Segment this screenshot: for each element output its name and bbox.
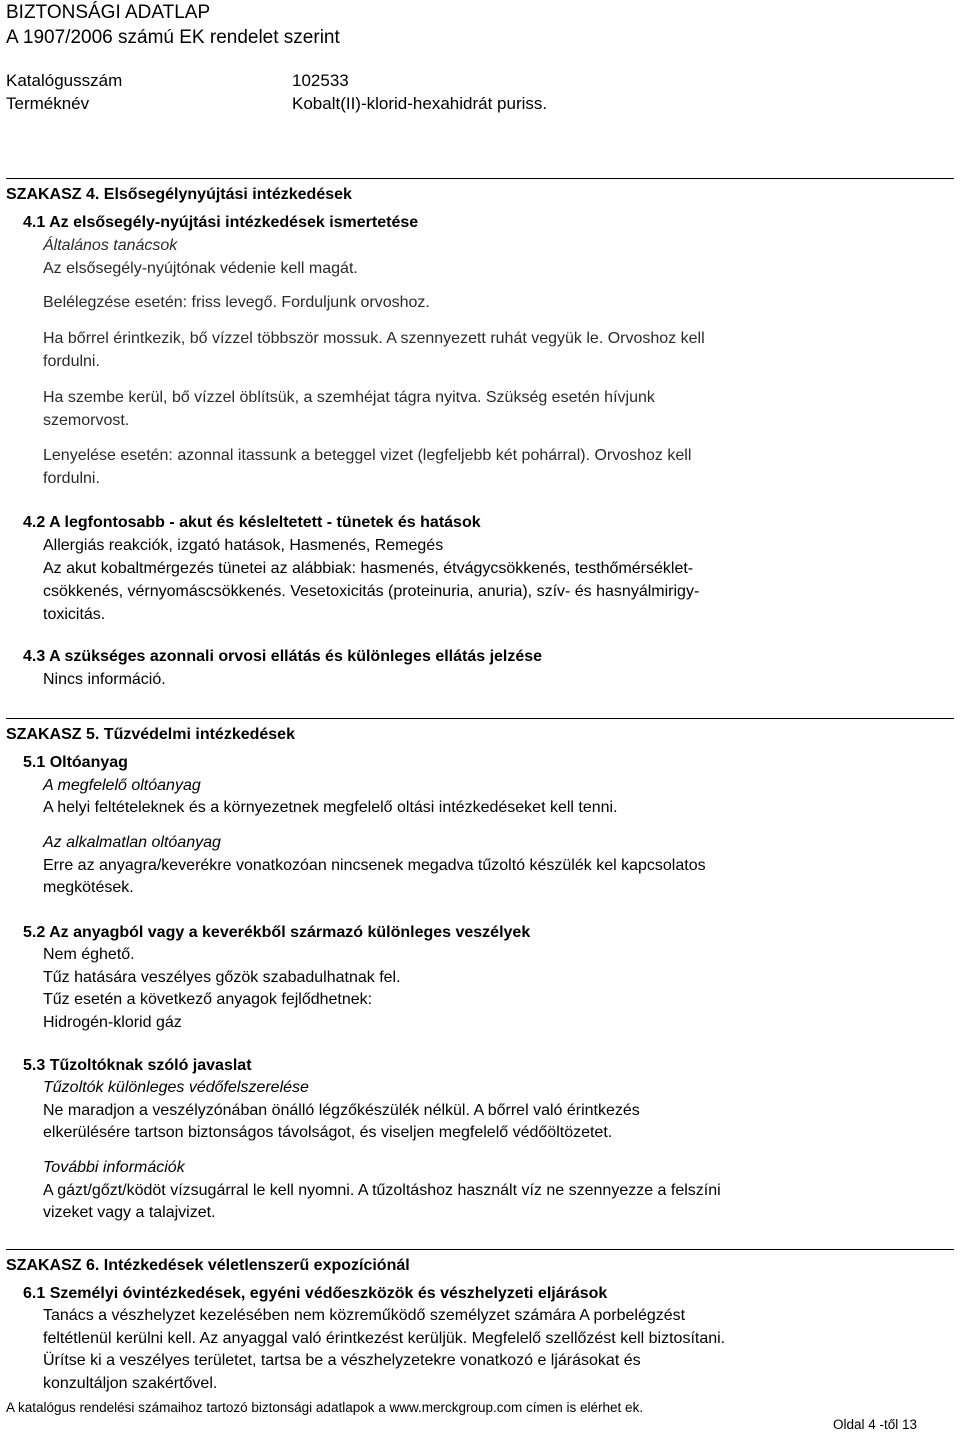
- section-divider: [6, 178, 954, 179]
- subsection-6-1-title: 6.1 Személyi óvintézkedések, egyéni védőeszközök és vészhelyzeti eljárások: [23, 1285, 608, 1302]
- text-line: Ürítse ki a veszélyes területet, tartsa be a vészhelyzetekre vonatkozó e ljárásokat és: [43, 1352, 641, 1369]
- subsection-4-2-title: 4.2 A legfontosabb - akut és késleltetett - tünetek és hatások: [23, 514, 481, 531]
- text-line: Az elsősegély-nyújtónak védenie kell magát.: [43, 260, 358, 277]
- further-info-label: További információk: [43, 1159, 185, 1176]
- general-advice-label: Általános tanácsok: [43, 237, 178, 254]
- text-line: Ha szembe kerül, bő vízzel öblítsük, a szemhéjat tágra nyitva. Szükség esetén hívjunk: [43, 389, 655, 406]
- text-line: Lenyelése esetén: azonnal itassunk a beteggel vizet (legfeljebb két pohárral). Orvoshoz kell: [43, 447, 692, 464]
- section-divider: [6, 1249, 954, 1250]
- document-title: BIZTONSÁGI ADATLAP: [6, 2, 211, 23]
- text-line: Az akut kobaltmérgezés tünetei az alábbiak: hasmenés, étvágycsökkenés, testhőmérséklet-: [43, 560, 694, 577]
- subsection-4-1-title: 4.1 Az elsősegély-nyújtási intézkedések ismertetése: [23, 214, 419, 231]
- catalog-value: 102533: [292, 71, 349, 90]
- text-line: Belélegzése esetén: friss levegő. Forduljunk orvoshoz.: [43, 294, 430, 311]
- text-line: Hidrogén-klorid gáz: [43, 1014, 182, 1031]
- subsection-4-3-title: 4.3 A szükséges azonnali orvosi ellátás és különleges ellátás jelzése: [23, 648, 543, 665]
- text-line: Nincs információ.: [43, 671, 166, 688]
- firefighter-equipment-label: Tűzoltók különleges védőfelszerelése: [43, 1079, 309, 1096]
- text-line: A gázt/gőzt/ködöt vízsugárral le kell nyomni. A tűzoltáshoz használt víz ne szennyezze a felszíni: [43, 1182, 721, 1199]
- product-value: Kobalt(II)-klorid-hexahidrát puriss.: [292, 94, 548, 113]
- text-line: Tűz hatására veszélyes gőzök szabadulhatnak fel.: [43, 969, 401, 986]
- text-line: Ne maradjon a veszélyzónában önálló légzőkészülék nélkül. A bőrrel való érintkezés: [43, 1102, 640, 1119]
- section-4-title: SZAKASZ 4. Elsősegélynyújtási intézkedések: [6, 186, 352, 203]
- suitable-media-label: A megfelelő oltóanyag: [43, 777, 201, 794]
- text-line: Ha bőrrel érintkezik, bő vízzel többször mossuk. A szennyezett ruhát vegyük le. Orvoshoz kell: [43, 330, 705, 347]
- text-line: elkerülésére tartson biztonságos távolságot, és viseljen megfelelő védőöltözetet.: [43, 1124, 613, 1141]
- text-line: feltétlenül kerülni kell. Az anyaggal való érintkezést kerüljük. Megfelelő szellőzést kell biztosítani.: [43, 1330, 726, 1347]
- text-line: Tanács a vészhelyzet kezelésében nem közreműködő személyzet számára A porbelégzést: [43, 1307, 686, 1324]
- text-line: fordulni.: [43, 470, 100, 487]
- catalog-label: Katalógusszám: [6, 71, 123, 90]
- section-divider: [6, 718, 954, 719]
- subsection-5-3-title: 5.3 Tűzoltóknak szóló javaslat: [23, 1057, 252, 1074]
- subsection-5-2-title: 5.2 Az anyagból vagy a keverékből származó különleges veszélyek: [23, 924, 531, 941]
- subsection-5-1-title: 5.1 Oltóanyag: [23, 754, 128, 771]
- text-line: toxicitás.: [43, 606, 106, 623]
- section-6-title: SZAKASZ 6. Intézkedések véletlenszerű expozíciónál: [6, 1257, 410, 1274]
- product-label: Terméknév: [6, 94, 90, 113]
- text-line: szemorvost.: [43, 412, 130, 429]
- footer-note: A katalógus rendelési számaihoz tartozó biztonsági adatlapok a www.merckgroup.com címen is elérhet ek.: [6, 1400, 644, 1415]
- page-number: Oldal 4 -től 13: [833, 1417, 918, 1432]
- section-5-title: SZAKASZ 5. Tűzvédelmi intézkedések: [6, 726, 295, 743]
- text-line: vizeket vagy a talajvizet.: [43, 1204, 216, 1221]
- text-line: A helyi feltételeknek és a környezetnek megfelelő oltási intézkedéseket kell tenni.: [43, 799, 618, 816]
- text-line: Allergiás reakciók, izgató hatások, Hasmenés, Remegés: [43, 537, 444, 554]
- regulation-subtitle: A 1907/2006 számú EK rendelet szerint: [6, 27, 340, 48]
- text-line: Erre az anyagra/keverékre vonatkozóan nincsenek megadva tűzoltó készülék kel kapcsolatos: [43, 857, 706, 874]
- text-line: Tűz esetén a következő anyagok fejlődhetnek:: [43, 991, 373, 1008]
- text-line: Nem éghető.: [43, 946, 135, 963]
- text-line: konzultáljon szakértővel.: [43, 1375, 218, 1392]
- text-line: csökkenés, vérnyomáscsökkenés. Vesetoxicitás (proteinuria, anuria), szív- és hasnyálmirigy-: [43, 583, 700, 600]
- unsuitable-media-label: Az alkalmatlan oltóanyag: [43, 834, 221, 851]
- text-line: fordulni.: [43, 353, 100, 370]
- text-line: megkötések.: [43, 879, 134, 896]
